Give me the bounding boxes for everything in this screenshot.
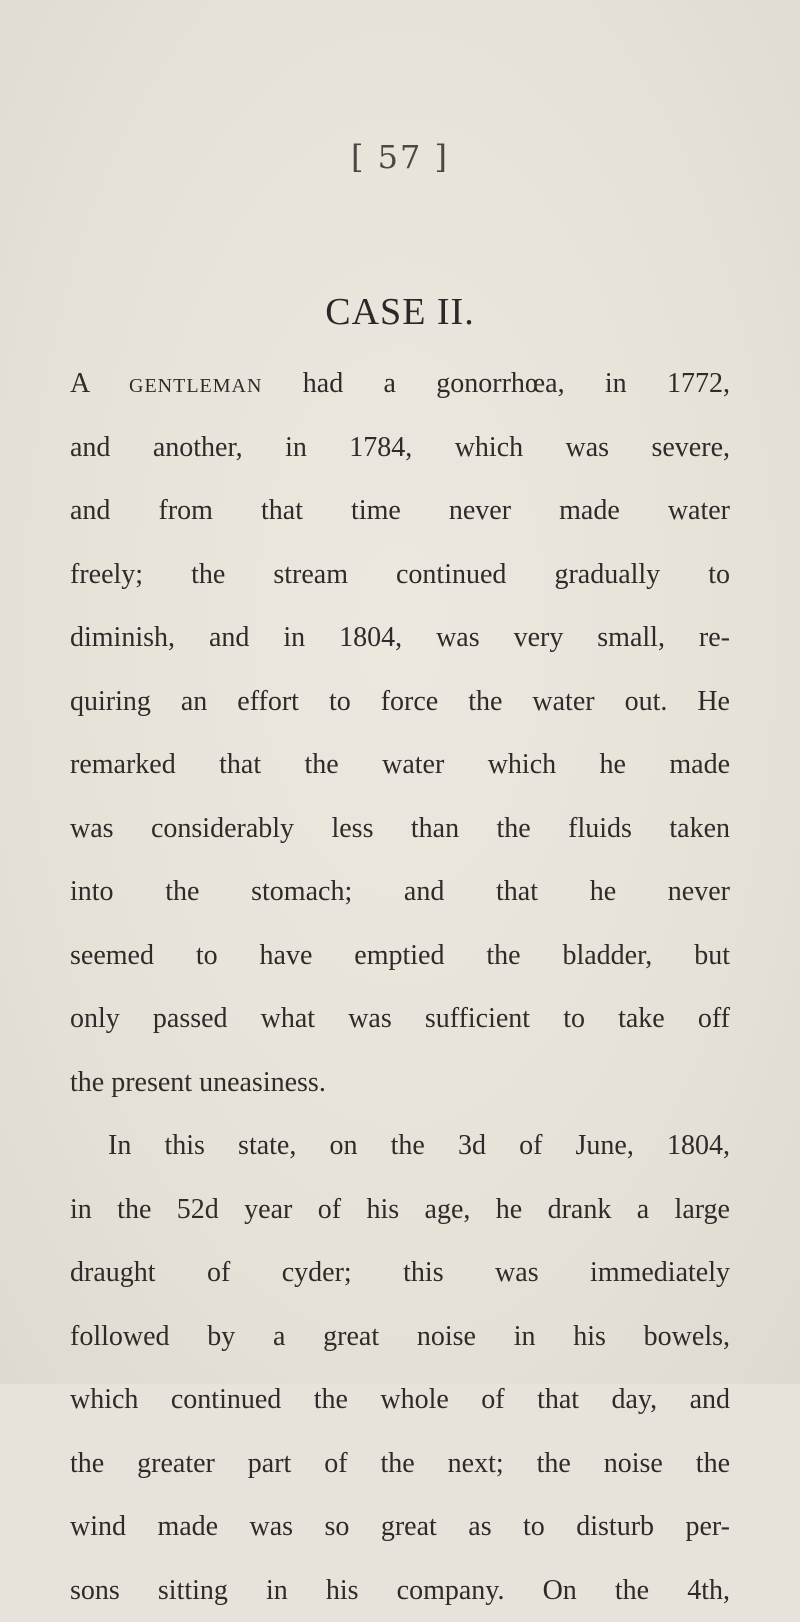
- text-line: the present uneasiness.: [70, 1051, 730, 1115]
- first-word: A: [70, 368, 89, 399]
- text-line: and from that time never made water: [70, 479, 730, 543]
- text-line: In this state, on the 3d of June, 1804,: [70, 1114, 730, 1178]
- text-line: freely; the stream continued gradually to: [70, 543, 730, 607]
- text-line: into the stomach; and that he never: [70, 860, 730, 924]
- text-line: remarked that the water which he made: [70, 733, 730, 797]
- text-line: followed by a great noise in his bowels,: [70, 1305, 730, 1369]
- body-text: [70, 352, 730, 1622]
- case-heading: CASE II.: [0, 290, 800, 334]
- text-line: only passed what was sufficient to take off: [70, 987, 730, 1051]
- text-line: draught of cyder; this was immediately: [70, 1241, 730, 1305]
- text-line: seemed to have emptied the bladder, but: [70, 924, 730, 988]
- page-number: [ 57 ]: [0, 138, 800, 176]
- text-line: the greater part of the next; the noise the: [70, 1432, 730, 1496]
- text-line: wind made was so great as to disturb per-: [70, 1495, 730, 1559]
- text-line: and another, in 1784, which was severe,: [70, 416, 730, 480]
- line-rest: had a gonorrhœa, in 1772,: [303, 368, 730, 399]
- text-line: which continued the whole of that day, and: [70, 1368, 730, 1432]
- text-line: was considerably less than the fluids taken: [70, 797, 730, 861]
- text-line: in the 52d year of his age, he drank a large: [70, 1178, 730, 1242]
- text-line: quiring an effort to force the water out. He: [70, 670, 730, 734]
- lead-small-caps: gentleman: [129, 368, 262, 399]
- text-line: diminish, and in 1804, was very small, re-: [70, 606, 730, 670]
- text-line: [70, 352, 730, 416]
- text-line: sons sitting in his company. On the 4th,: [70, 1559, 730, 1622]
